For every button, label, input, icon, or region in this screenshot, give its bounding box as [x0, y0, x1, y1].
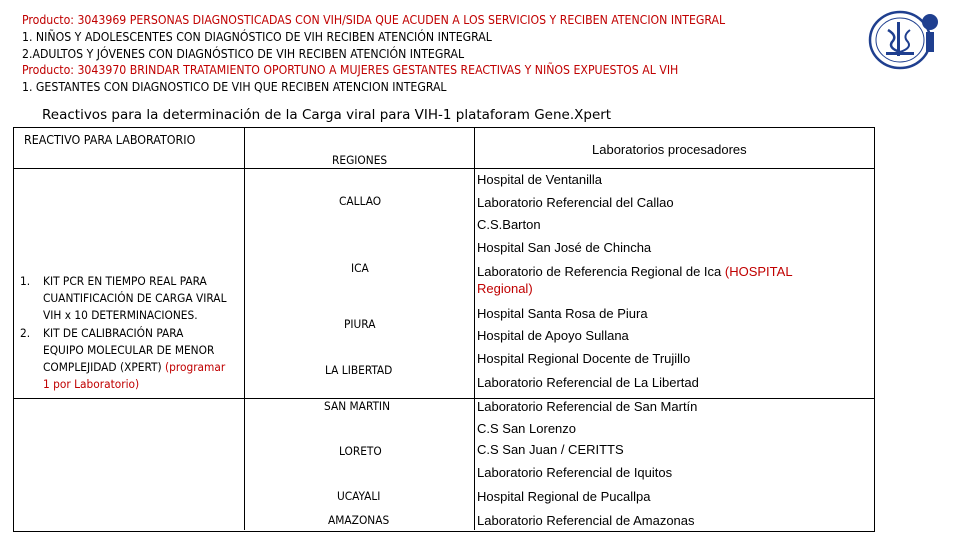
region-piura: PIURA [344, 317, 376, 331]
subitem-line-3: 1. GESTANTES CON DIAGNOSTICO DE VIH QUE RECIBEN ATENCION INTEGRAL [22, 80, 447, 95]
region-ica: ICA [351, 261, 369, 275]
lab-item: Hospital San José de Chincha [477, 240, 652, 255]
reagents-table [13, 127, 875, 532]
lab-item: Laboratorio Referencial de Iquitos [477, 465, 673, 480]
region-la-libertad: LA LIBERTAD [325, 363, 393, 377]
lab-item: Laboratorio Referencial del Callao [477, 195, 674, 210]
subitem-line-1: 1. NIÑOS Y ADOLESCENTES CON DIAGNÓSTICO DE VIH RECIBEN ATENCIÓN INTEGRAL [22, 29, 492, 44]
lab-item: Hospital Regional de Pucallpa [477, 489, 651, 504]
lab-item: Hospital Regional Docente de Trujillo [477, 351, 691, 366]
subitem-line-2: 2.ADULTOS Y JÓVENES CON DIAGNÓSTICO DE VIH RECIBEN ATENCIÓN INTEGRAL [22, 46, 465, 61]
lab-item: Hospital de Apoyo Sullana [477, 328, 629, 343]
header-regiones: REGIONES [332, 153, 388, 167]
table-title: Reactivos para la determinación de la Carga viral para VIH-1 plataforam Gene.Xpert [42, 107, 612, 123]
region-amazonas: AMAZONAS [328, 513, 390, 527]
lab-item: C.S San Juan / CERITTS [477, 442, 624, 457]
lab-item: Hospital de Ventanilla [477, 172, 603, 187]
header-laboratorios: Laboratorios procesadores [592, 142, 747, 157]
reagent-item-2: 2. KIT DE CALIBRACIÓN PARA EQUIPO MOLECULAR DE MENOR COMPLEJIDAD (XPERT) (programar 1 por Laboratorio) [20, 325, 226, 392]
region-san-martin: SAN MARTIN [324, 399, 391, 413]
region-ucayali: UCAYALI [337, 489, 381, 503]
region-loreto: LORETO [339, 444, 382, 458]
reagent-item-1: 1. KIT PCR EN TIEMPO REAL PARA CUANTIFICACIÓN DE CARGA VIRAL VIH x 10 DETERMINACIONES. [20, 274, 227, 323]
lab-item: Hospital Santa Rosa de Piura [477, 306, 648, 321]
header-reactivo: REACTIVO PARA LABORATORIO [24, 132, 196, 147]
reagent-list [20, 273, 260, 393]
lab-item: C.S San Lorenzo [477, 421, 577, 436]
region-callao: CALLAO [339, 194, 382, 208]
product-line-2: Producto: 3043970 BRINDAR TRATAMIENTO OPORTUNO A MUJERES GESTANTES REACTIVAS Y NIÑOS EXPUESTOS AL VIH [22, 63, 679, 78]
lab-item: Laboratorio Referencial de Amazonas [477, 513, 695, 528]
lab-item-ica-note: Regional) [477, 281, 533, 296]
header-block [22, 12, 842, 96]
product-line-1: Producto: 3043969 PERSONAS DIAGNOSTICADAS CON VIH/SIDA QUE ACUDEN A LOS SERVICIOS Y RECIBEN ATENCION INTEGRAL [22, 13, 726, 27]
lab-item: C.S.Barton [477, 217, 541, 232]
lab-item: Laboratorio Referencial de La Libertad [477, 375, 699, 390]
health-ministry-seal-icon [866, 8, 944, 70]
lab-item-ica: Laboratorio de Referencia Regional de Ica (HOSPITAL [477, 264, 793, 279]
lab-item: Laboratorio Referencial de San Martín [477, 399, 698, 414]
